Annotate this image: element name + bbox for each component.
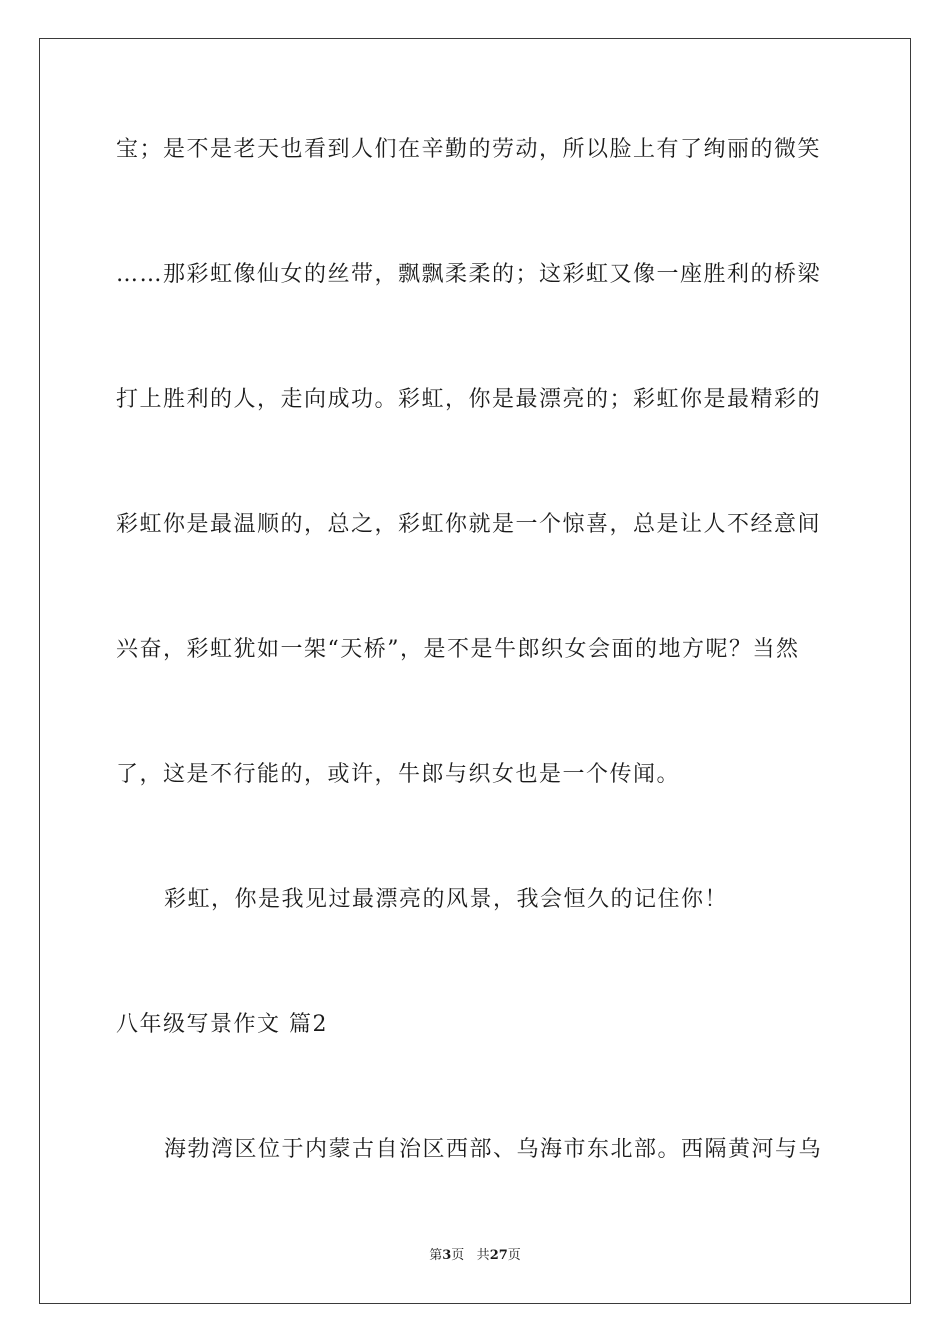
page-unit: 页 [451,1248,465,1263]
body-line-6: 了，这是不行能的，或许，牛郎与织女也是一个传闻。 [116,762,681,787]
page-footer [0,1247,950,1265]
paragraph-closing: 彩虹，你是我见过最漂亮的风景，我会恒久的记住你！ [164,887,729,912]
body-line-3: 打上胜利的人，走向成功。彩虹，你是最漂亮的；彩虹你是最精彩的 [116,387,822,412]
page-current: 3 [442,1248,452,1263]
total-unit: 页 [507,1248,521,1263]
total-prefix: 共 [476,1248,490,1263]
paragraph-opening: 海勃湾区位于内蒙古自治区西部、乌海市东北部。西隔黄河与乌 [164,1137,823,1162]
body-line-4: 彩虹你是最温顺的，总之，彩虹你就是一个惊喜，总是让人不经意间 [116,512,822,537]
body-line-5: 兴奋，彩虹犹如一架“天桥”，是不是牛郎织女会面的地方呢？当然 [116,637,800,662]
page-total: 27 [489,1248,508,1263]
page-prefix: 第 [429,1248,443,1263]
body-line-2: ……那彩虹像仙女的丝带，飘飘柔柔的；这彩虹又像一座胜利的桥梁 [116,262,822,287]
page-frame [39,38,911,1304]
body-line-1: 宝；是不是老天也看到人们在辛勤的劳动，所以脸上有了绚丽的微笑 [116,137,822,162]
section-heading: 八年级写景作文 篇2 [116,1012,328,1037]
